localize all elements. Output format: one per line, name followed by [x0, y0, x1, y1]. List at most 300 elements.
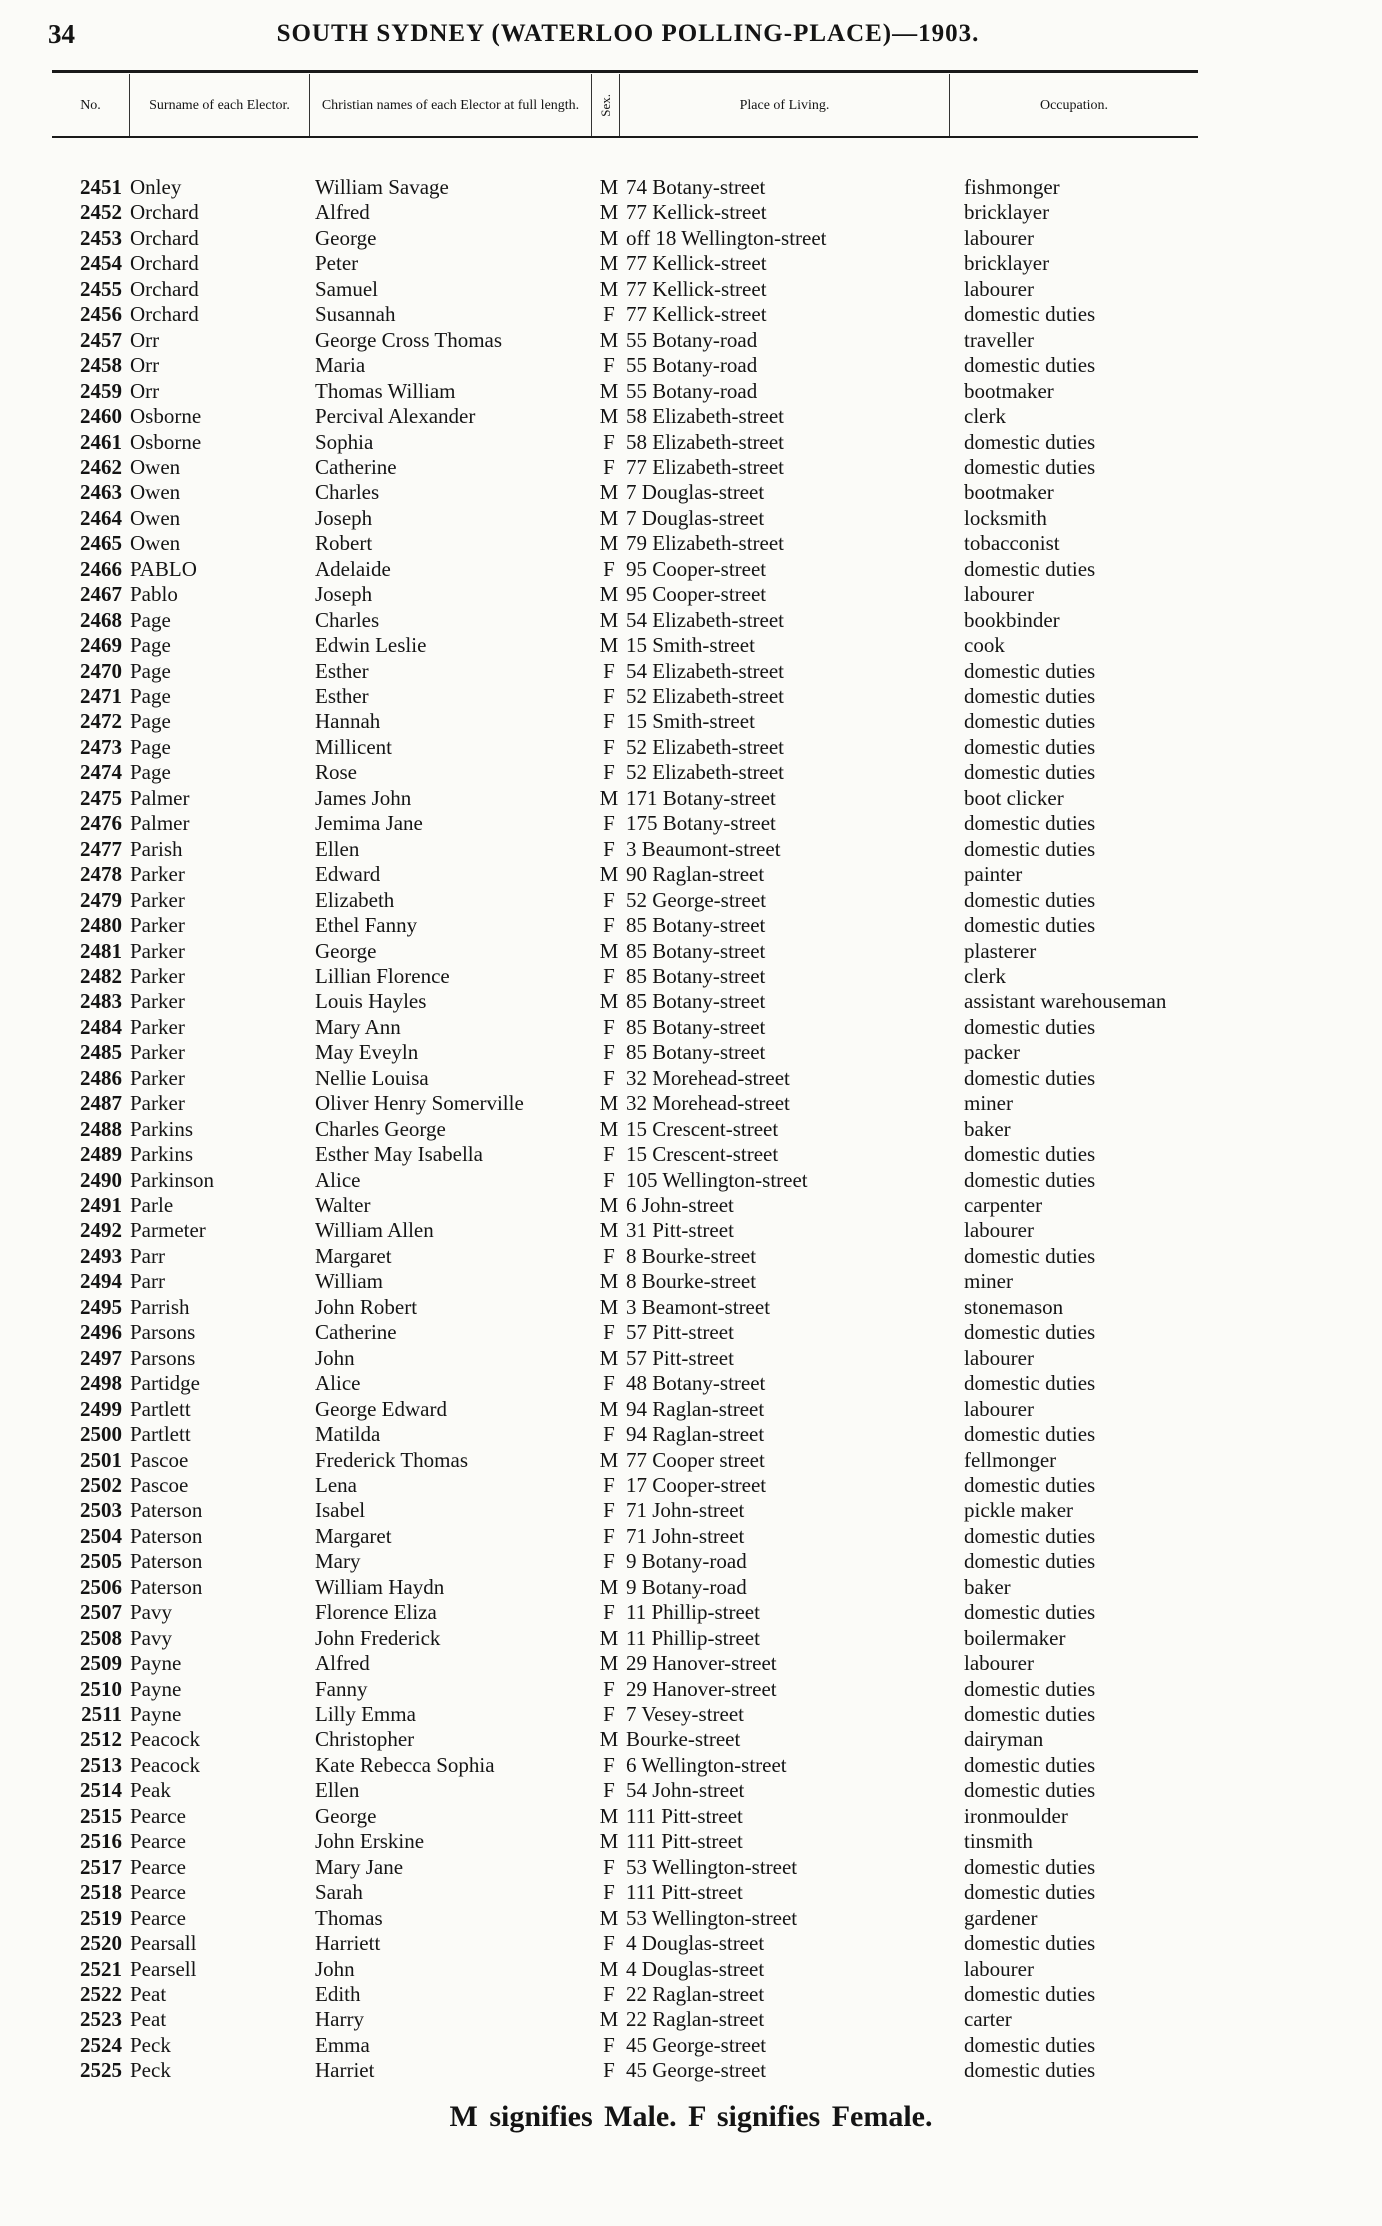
- elector-christian-names: Emma: [315, 2032, 370, 2057]
- elector-sex: F: [603, 684, 615, 708]
- elector-place-of-living: 85 Botany-street: [626, 938, 766, 963]
- elector-occupation: domestic duties: [964, 1014, 1096, 1039]
- elector-christian-names: Joseph: [315, 505, 373, 530]
- elector-number: 2452: [80, 200, 122, 225]
- elector-surname: Orr: [130, 327, 160, 352]
- elector-sex: F: [603, 1931, 615, 1956]
- elector-christian-names: Maria: [315, 353, 366, 378]
- elector-surname: Orchard: [130, 225, 199, 250]
- elector-occupation: domestic duties: [964, 1371, 1096, 1396]
- table-row: [50, 251, 1250, 276]
- elector-christian-names: George Cross Thomas: [315, 327, 503, 352]
- elector-occupation: labourer: [964, 1218, 1034, 1243]
- elector-place-of-living: 54 John-street: [626, 1778, 745, 1803]
- elector-number: 2456: [80, 302, 122, 327]
- elector-number: 2480: [80, 913, 122, 938]
- elector-surname: Orchard: [130, 276, 199, 301]
- elector-occupation: labourer: [964, 225, 1034, 250]
- elector-occupation: locksmith: [964, 505, 1047, 530]
- table-row: [50, 1727, 1250, 1752]
- elector-sex: F: [603, 429, 615, 454]
- elector-number: 2454: [80, 251, 122, 276]
- column-header-sex-label: Sex.: [598, 93, 613, 117]
- elector-sex: M: [599, 1269, 619, 1294]
- elector-christian-names: Esther: [315, 658, 369, 683]
- elector-occupation: domestic duties: [964, 1472, 1096, 1497]
- table-row: [50, 2058, 1250, 2083]
- table-row: [50, 709, 1250, 734]
- elector-christian-names: Edwin Leslie: [315, 633, 427, 658]
- elector-occupation: domestic duties: [964, 1931, 1096, 1956]
- elector-place-of-living: off 18 Wellington-street: [626, 225, 827, 250]
- elector-sex: M: [599, 225, 619, 250]
- elector-place-of-living: 52 George-street: [626, 887, 767, 912]
- elector-surname: Pearce: [130, 1803, 186, 1828]
- elector-sex: M: [599, 1829, 619, 1854]
- elector-surname: Paterson: [130, 1574, 203, 1599]
- elector-number: 2453: [80, 225, 122, 250]
- table-row: [50, 1142, 1250, 1167]
- elector-place-of-living: 55 Botany-road: [626, 327, 758, 352]
- elector-number: 2521: [80, 1956, 122, 1981]
- table-row: [50, 226, 1250, 251]
- elector-sex: M: [599, 938, 619, 963]
- elector-number: 2523: [80, 2007, 122, 2032]
- header-rule-top: [52, 70, 1198, 73]
- elector-number: 2473: [80, 734, 122, 759]
- elector-surname: Parker: [130, 1091, 185, 1116]
- elector-number: 2472: [80, 709, 122, 734]
- elector-place-of-living: 53 Wellington-street: [626, 1905, 798, 1930]
- elector-sex: F: [603, 1040, 615, 1065]
- elector-surname: Payne: [130, 1651, 182, 1676]
- elector-surname: Onley: [130, 175, 182, 199]
- elector-surname: Parsons: [130, 1320, 196, 1345]
- elector-place-of-living: 105 Wellington-street: [626, 1167, 808, 1192]
- table-row: [50, 1448, 1250, 1473]
- elector-occupation: domestic duties: [964, 1167, 1096, 1192]
- elector-place-of-living: 32 Morehead-street: [626, 1065, 790, 1090]
- table-row: [50, 582, 1250, 607]
- table-row: [50, 531, 1250, 556]
- elector-number: 2464: [80, 505, 122, 530]
- table-row: [50, 200, 1250, 225]
- elector-place-of-living: 52 Elizabeth-street: [626, 760, 785, 785]
- elector-place-of-living: Bourke-street: [626, 1727, 741, 1752]
- elector-christian-names: Ethel Fanny: [315, 913, 418, 938]
- elector-christian-names: Jemima Jane: [315, 811, 423, 836]
- table-row: [50, 1320, 1250, 1345]
- elector-surname: Parr: [130, 1269, 165, 1294]
- elector-sex: M: [599, 1727, 619, 1752]
- elector-christian-names: George: [315, 1803, 377, 1828]
- elector-place-of-living: 171 Botany-street: [626, 785, 776, 810]
- elector-surname: Pavy: [130, 1625, 172, 1650]
- elector-number: 2479: [80, 887, 122, 912]
- elector-surname: Peak: [130, 1778, 171, 1803]
- table-row: [50, 786, 1250, 811]
- elector-christian-names: Lilly Emma: [315, 1702, 416, 1726]
- table-row: [50, 913, 1250, 938]
- elector-number: 2503: [80, 1498, 122, 1523]
- table-row: [50, 1575, 1250, 1600]
- elector-surname: Parmeter: [130, 1218, 206, 1243]
- elector-surname: Page: [130, 734, 171, 759]
- elector-christian-names: Lillian Florence: [315, 963, 450, 988]
- elector-christian-names: Robert: [315, 531, 373, 556]
- elector-christian-names: Charles: [315, 480, 380, 505]
- table-row: [50, 633, 1250, 658]
- table-row: [50, 1422, 1250, 1447]
- elector-place-of-living: 95 Cooper-street: [626, 582, 767, 607]
- elector-surname: Pascoe: [130, 1472, 189, 1497]
- elector-occupation: bricklayer: [964, 200, 1050, 225]
- elector-place-of-living: 48 Botany-street: [626, 1371, 766, 1396]
- elector-occupation: domestic duties: [964, 1523, 1096, 1548]
- elector-sex: F: [603, 1880, 615, 1905]
- elector-christian-names: Isabel: [315, 1498, 366, 1523]
- elector-sex: F: [603, 887, 615, 912]
- elector-christian-names: Catherine: [315, 454, 397, 479]
- elector-number: 2469: [80, 633, 122, 658]
- elector-occupation: gardener: [964, 1905, 1038, 1930]
- elector-surname: Parker: [130, 938, 185, 963]
- elector-surname: Orr: [130, 353, 160, 378]
- elector-occupation: fellmonger: [964, 1447, 1057, 1472]
- elector-christian-names: Charles: [315, 607, 380, 632]
- elector-surname: PABLO: [130, 556, 197, 581]
- table-row: [50, 888, 1250, 913]
- table-row: [50, 811, 1250, 836]
- elector-occupation: domestic duties: [964, 2058, 1096, 2083]
- elector-number: 2496: [80, 1320, 122, 1345]
- elector-place-of-living: 71 John-street: [626, 1498, 745, 1523]
- elector-christian-names: Mary Jane: [315, 1854, 404, 1879]
- elector-sex: M: [599, 276, 619, 301]
- elector-number: 2457: [80, 327, 122, 352]
- table-row: [50, 1346, 1250, 1371]
- table-row: [50, 1371, 1250, 1396]
- table-row: [50, 1040, 1250, 1065]
- elector-surname: Orr: [130, 378, 160, 403]
- elector-christian-names: Ellen: [315, 1778, 360, 1803]
- elector-place-of-living: 6 John-street: [626, 1193, 734, 1217]
- elector-number: 2510: [80, 1676, 122, 1701]
- table-row: [50, 1753, 1250, 1778]
- elector-number: 2486: [80, 1065, 122, 1090]
- elector-christian-names: Hannah: [315, 709, 381, 734]
- table-row: [50, 404, 1250, 429]
- elector-number: 2504: [80, 1523, 122, 1548]
- elector-surname: Peck: [130, 2058, 171, 2083]
- elector-occupation: bookbinder: [964, 607, 1060, 632]
- elector-sex: M: [599, 1396, 619, 1421]
- elector-number: 2470: [80, 658, 122, 683]
- elector-surname: Osborne: [130, 429, 202, 454]
- elector-occupation: domestic duties: [964, 811, 1096, 836]
- elector-place-of-living: 57 Pitt-street: [626, 1320, 734, 1345]
- elector-place-of-living: 54 Elizabeth-street: [626, 658, 785, 683]
- elector-place-of-living: 94 Raglan-street: [626, 1422, 765, 1447]
- elector-number: 2494: [80, 1269, 122, 1294]
- elector-number: 2505: [80, 1549, 122, 1574]
- elector-occupation: domestic duties: [964, 1880, 1096, 1905]
- elector-occupation: baker: [964, 1574, 1011, 1599]
- elector-surname: Pearce: [130, 1880, 186, 1905]
- elector-sex: F: [603, 556, 615, 581]
- elector-sex: M: [599, 404, 619, 429]
- elector-occupation: domestic duties: [964, 1422, 1096, 1447]
- elector-surname: Parrish: [130, 1294, 190, 1319]
- elector-surname: Pearce: [130, 1829, 186, 1854]
- elector-surname: Parker: [130, 963, 185, 988]
- elector-christian-names: Harriett: [315, 1931, 381, 1956]
- elector-surname: Parker: [130, 989, 185, 1014]
- elector-number: 2466: [80, 556, 122, 581]
- elector-christian-names: Thomas: [315, 1905, 383, 1930]
- elector-place-of-living: 85 Botany-street: [626, 963, 766, 988]
- elector-christian-names: Margaret: [315, 1523, 392, 1548]
- elector-occupation: clerk: [964, 963, 1006, 988]
- elector-number: 2522: [80, 1981, 122, 2006]
- elector-number: 2475: [80, 785, 122, 810]
- table-row: [50, 735, 1250, 760]
- table-row: [50, 1397, 1250, 1422]
- elector-occupation: domestic duties: [964, 734, 1096, 759]
- elector-number: 2520: [80, 1931, 122, 1956]
- elector-place-of-living: 4 Douglas-street: [626, 1931, 765, 1956]
- elector-christian-names: Sarah: [315, 1880, 363, 1905]
- elector-surname: Owen: [130, 505, 181, 530]
- table-row: [50, 506, 1250, 531]
- table-row: [50, 1295, 1250, 1320]
- elector-place-of-living: 79 Elizabeth-street: [626, 531, 785, 556]
- elector-occupation: domestic duties: [964, 454, 1096, 479]
- elector-christian-names: John Robert: [315, 1294, 418, 1319]
- elector-sex: F: [603, 658, 615, 683]
- elector-number: 2499: [80, 1396, 122, 1421]
- elector-sex: M: [599, 989, 619, 1014]
- elector-sex: M: [599, 1193, 619, 1217]
- elector-sex: M: [599, 1345, 619, 1370]
- elector-sex: M: [599, 1091, 619, 1116]
- elector-sex: F: [603, 1243, 615, 1268]
- elector-number: 2487: [80, 1091, 122, 1116]
- table-row: [50, 684, 1250, 709]
- table-row: [50, 302, 1250, 327]
- elector-place-of-living: 54 Elizabeth-street: [626, 607, 785, 632]
- elector-occupation: tobacconist: [964, 531, 1060, 556]
- elector-occupation: bootmaker: [964, 378, 1054, 403]
- elector-occupation: packer: [964, 1040, 1020, 1065]
- elector-occupation: labourer: [964, 582, 1034, 607]
- elector-occupation: domestic duties: [964, 1752, 1096, 1777]
- elector-surname: Payne: [130, 1702, 182, 1726]
- elector-sex: F: [603, 454, 615, 479]
- elector-christian-names: Fanny: [315, 1676, 368, 1701]
- elector-sex: F: [603, 1676, 615, 1701]
- elector-number: 2467: [80, 582, 122, 607]
- elector-sex: F: [603, 302, 615, 327]
- elector-sex: M: [599, 582, 619, 607]
- elector-number: 2471: [80, 684, 122, 708]
- table-row: [50, 1168, 1250, 1193]
- elector-occupation: domestic duties: [964, 913, 1096, 938]
- column-header-occupation: Occupation.: [1039, 97, 1109, 113]
- elector-surname: Payne: [130, 1676, 182, 1701]
- elector-number: 2477: [80, 836, 122, 861]
- elector-occupation: domestic duties: [964, 1320, 1096, 1345]
- elector-christian-names: Harry: [315, 2007, 364, 2032]
- elector-number: 2515: [80, 1803, 122, 1828]
- elector-christian-names: Lena: [315, 1472, 357, 1497]
- elector-place-of-living: 55 Botany-road: [626, 378, 758, 403]
- elector-occupation: labourer: [964, 1345, 1034, 1370]
- elector-sex: F: [603, 1498, 615, 1523]
- elector-surname: Partlett: [130, 1422, 191, 1447]
- elector-surname: Pascoe: [130, 1447, 189, 1472]
- elector-place-of-living: 15 Crescent-street: [626, 1142, 779, 1167]
- elector-christian-names: Mary Ann: [315, 1014, 401, 1039]
- table-row: [50, 2007, 1250, 2032]
- elector-christian-names: Alfred: [315, 1651, 370, 1676]
- table-row: [50, 1880, 1250, 1905]
- elector-place-of-living: 15 Crescent-street: [626, 1116, 779, 1141]
- elector-place-of-living: 29 Hanover-street: [626, 1651, 777, 1676]
- elector-occupation: boot clicker: [964, 785, 1064, 810]
- elector-christian-names: Percival Alexander: [315, 404, 476, 429]
- elector-surname: Parkinson: [130, 1167, 214, 1192]
- elector-occupation: fishmonger: [964, 175, 1060, 199]
- table-row: [50, 659, 1250, 684]
- table-row: [50, 1524, 1250, 1549]
- elector-number: 2488: [80, 1116, 122, 1141]
- elector-surname: Peck: [130, 2032, 171, 2057]
- elector-occupation: domestic duties: [964, 887, 1096, 912]
- elector-christian-names: Peter: [315, 251, 359, 276]
- table-row: [50, 964, 1250, 989]
- elector-place-of-living: 58 Elizabeth-street: [626, 429, 785, 454]
- elector-occupation: labourer: [964, 1956, 1034, 1981]
- elector-number: 2507: [80, 1600, 122, 1625]
- elector-christian-names: Harriet: [315, 2058, 375, 2083]
- elector-number: 2490: [80, 1167, 122, 1192]
- table-row: [50, 1957, 1250, 1982]
- table-row: [50, 1498, 1250, 1523]
- table-row: [50, 1473, 1250, 1498]
- elector-number: 2497: [80, 1345, 122, 1370]
- elector-occupation: miner: [964, 1269, 1013, 1294]
- elector-christian-names: Alice: [315, 1371, 361, 1396]
- elector-place-of-living: 77 Kellick-street: [626, 276, 767, 301]
- elector-christian-names: Esther May Isabella: [315, 1142, 483, 1167]
- elector-christian-names: William: [315, 1269, 383, 1294]
- elector-sex: F: [603, 1702, 615, 1726]
- column-header-christian-names: Christian names of each Elector at full length.: [310, 74, 592, 136]
- elector-number: 2465: [80, 531, 122, 556]
- elector-sex: M: [599, 480, 619, 505]
- elector-surname: Parkins: [130, 1142, 193, 1167]
- elector-surname: Owen: [130, 454, 181, 479]
- elector-christian-names: William Allen: [315, 1218, 434, 1243]
- elector-occupation: stonemason: [964, 1294, 1064, 1319]
- elector-occupation: domestic duties: [964, 684, 1096, 708]
- elector-christian-names: Alfred: [315, 200, 370, 225]
- elector-occupation: domestic duties: [964, 1065, 1096, 1090]
- elector-occupation: carpenter: [964, 1193, 1043, 1217]
- elector-place-of-living: 32 Morehead-street: [626, 1091, 790, 1116]
- elector-surname: Parish: [130, 836, 183, 861]
- elector-christian-names: Louis Hayles: [315, 989, 427, 1014]
- elector-number: 2525: [80, 2058, 122, 2083]
- elector-surname: Peacock: [130, 1752, 200, 1777]
- elector-sex: F: [603, 1854, 615, 1879]
- elector-place-of-living: 4 Douglas-street: [626, 1956, 765, 1981]
- table-row: [50, 1906, 1250, 1931]
- elector-sex: F: [603, 913, 615, 938]
- elector-sex: M: [599, 1447, 619, 1472]
- page-header: [48, 10, 1198, 58]
- elector-christian-names: John: [315, 1956, 355, 1981]
- elector-sex: F: [603, 1523, 615, 1548]
- elector-sex: F: [603, 734, 615, 759]
- elector-christian-names: Ellen: [315, 836, 360, 861]
- elector-place-of-living: 77 Elizabeth-street: [626, 454, 785, 479]
- table-row: [50, 1218, 1250, 1243]
- elector-occupation: domestic duties: [964, 429, 1096, 454]
- elector-place-of-living: 15 Smith-street: [626, 709, 755, 734]
- table-row: [50, 1193, 1250, 1218]
- elector-occupation: baker: [964, 1116, 1011, 1141]
- elector-number: 2489: [80, 1142, 122, 1167]
- elector-sex: M: [599, 175, 619, 199]
- elector-number: 2506: [80, 1574, 122, 1599]
- elector-place-of-living: 85 Botany-street: [626, 989, 766, 1014]
- elector-sex: M: [599, 1956, 619, 1981]
- elector-number: 2492: [80, 1218, 122, 1243]
- elector-christian-names: Catherine: [315, 1320, 397, 1345]
- elector-surname: Pearsell: [130, 1956, 197, 1981]
- elector-occupation: domestic duties: [964, 1981, 1096, 2006]
- elector-place-of-living: 111 Pitt-street: [626, 1880, 743, 1905]
- elector-sex: M: [599, 327, 619, 352]
- elector-place-of-living: 31 Pitt-street: [626, 1218, 734, 1243]
- elector-surname: Pavy: [130, 1600, 172, 1625]
- elector-surname: Paterson: [130, 1549, 203, 1574]
- column-header-no: No.: [52, 74, 130, 136]
- elector-number: 2476: [80, 811, 122, 836]
- elector-number: 2519: [80, 1905, 122, 1930]
- elector-number: 2461: [80, 429, 122, 454]
- elector-place-of-living: 6 Wellington-street: [626, 1752, 787, 1777]
- column-header-place-of-living: Place of Living.: [620, 74, 950, 136]
- elector-surname: Page: [130, 760, 171, 785]
- elector-christian-names: George Edward: [315, 1396, 447, 1421]
- elector-sex: M: [599, 505, 619, 530]
- elector-occupation: domestic duties: [964, 1243, 1096, 1268]
- elector-surname: Parker: [130, 1065, 185, 1090]
- elector-christian-names: Nellie Louisa: [315, 1065, 429, 1090]
- elector-sex: F: [603, 1167, 615, 1192]
- elector-surname: Peat: [130, 2007, 167, 2032]
- elector-sex: M: [599, 1116, 619, 1141]
- elector-place-of-living: 175 Botany-street: [626, 811, 776, 836]
- elector-sex: M: [599, 200, 619, 225]
- table-row: [50, 379, 1250, 404]
- elector-sex: F: [603, 1371, 615, 1396]
- table-row: [50, 1066, 1250, 1091]
- elector-surname: Peat: [130, 1981, 167, 2006]
